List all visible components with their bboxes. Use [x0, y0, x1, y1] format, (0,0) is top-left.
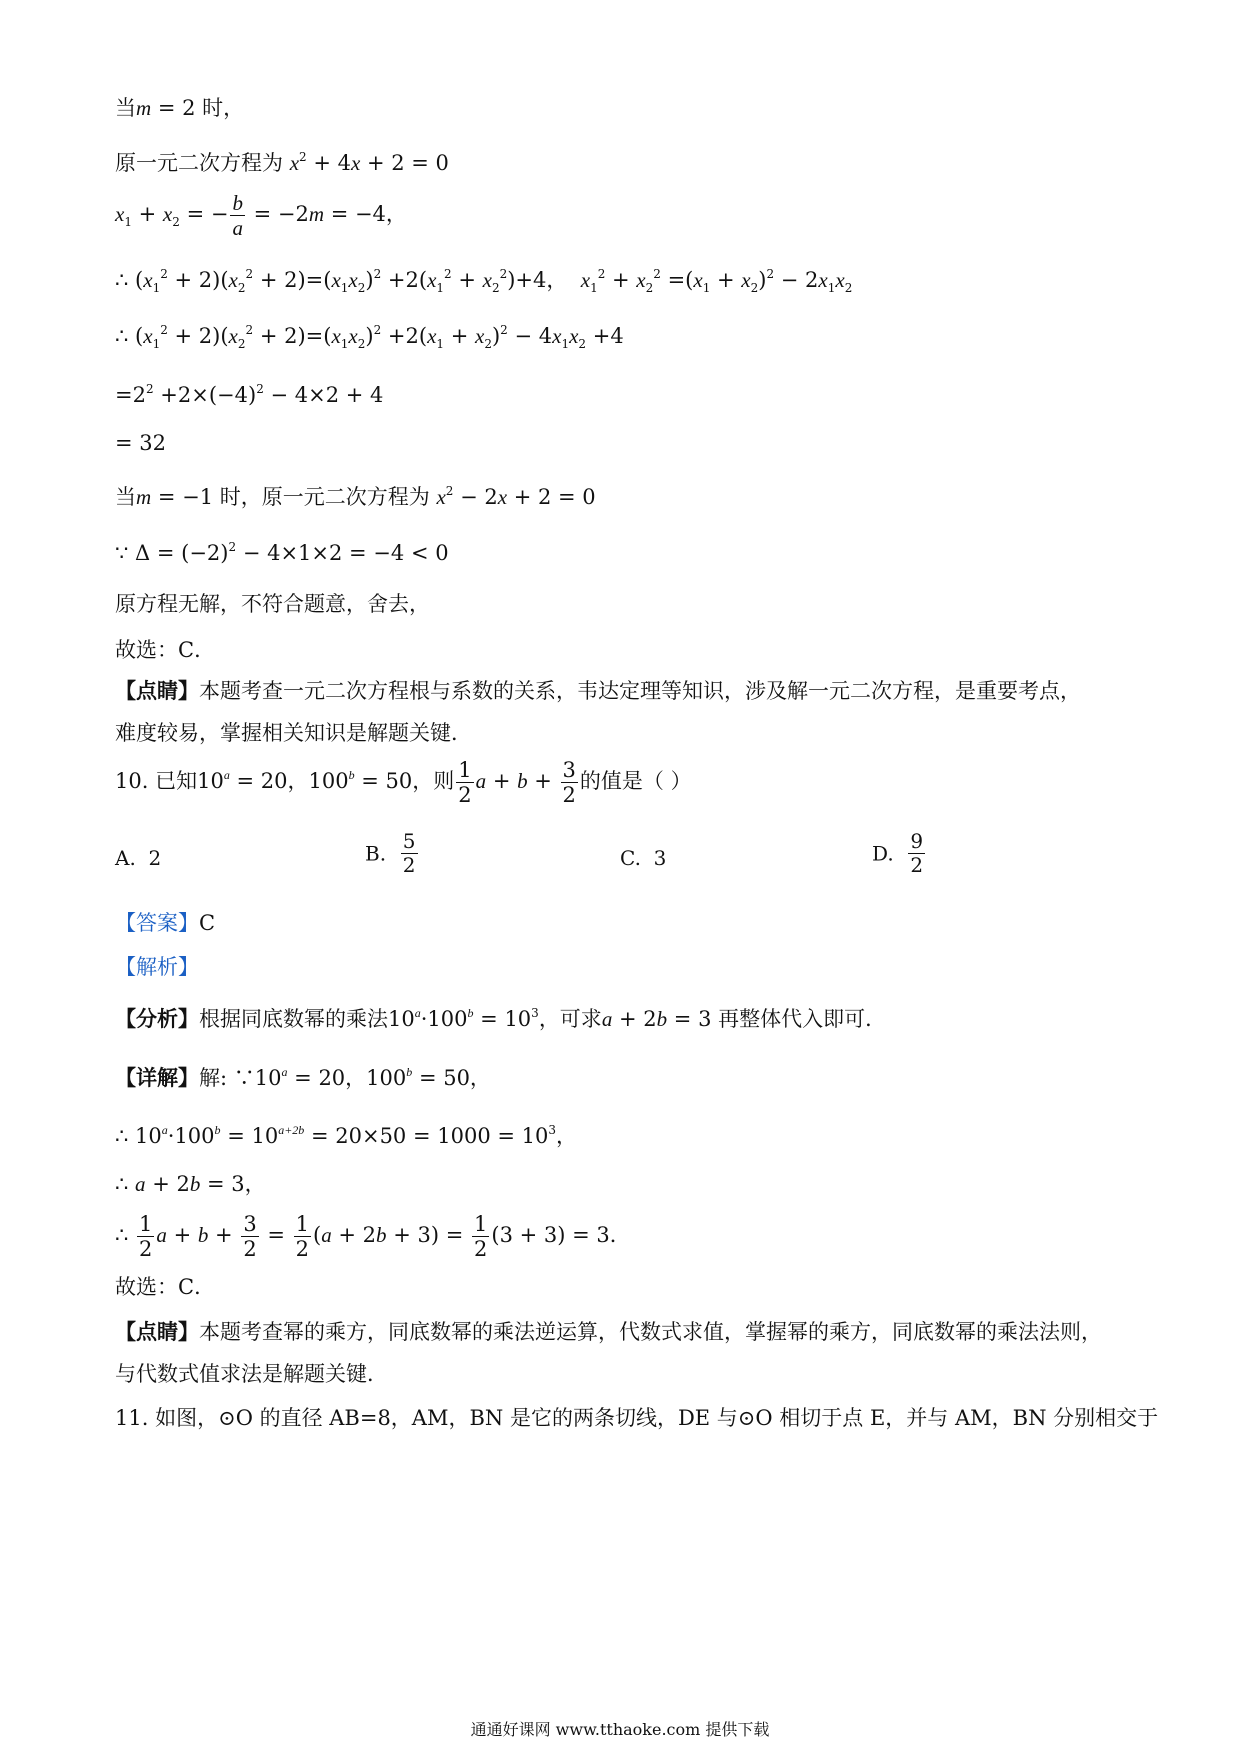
line-vieta-sum: $x_1 + x_2$ = − $\frac{b}{a}$ = −2m = −4， — [115, 191, 407, 241]
line-fenxi: 【分析】根据同底数幂的乘法$10^a\cdot 100^b = 10^3$，可求a + 2b = 3 再整体代入即可． — [115, 1006, 887, 1031]
question-10: 10. 已知$10^a = 20$，$100^b = 50$，则 $\frac{1}{2}$ a + b + $\frac{3}{2}$ 的值是（ ） — [115, 758, 692, 808]
option-a[interactable]: A. 2 — [115, 846, 162, 870]
line-expansion-1: ∴ $(x_1^2 + 2)(x_2^2 + 2)=(x_1x_2)^2 +2(x_1^2 + x_2^2)+4$， $x_1^2 + x_2^2 =(x_1 + x_2)^2 - 2x_1x_2$ — [115, 267, 853, 295]
line-step-2: ∴ a + 2b = 3， — [115, 1172, 266, 1196]
line-dianjing2-1: 【点睛】本题考查幂的乘方，同底数幂的乘法逆运算，代数式求值，掌握幂的乘方，同底数幂的乘法法则， — [115, 1319, 1102, 1344]
dianjing-tag: 【点睛】 — [115, 678, 199, 703]
option-b[interactable]: B. $\frac{5}{2}$ — [365, 829, 416, 877]
option-d[interactable]: D. $\frac{9}{2}$ — [872, 829, 924, 877]
line-result-32: = 32 — [115, 431, 166, 455]
line-dianjing-1 — [115, 680, 1081, 702]
line-choice-c: 故选：C． — [115, 638, 216, 662]
line-when-m-neg1: 当m = −1 时，原一元二次方程为 $x^2 - 2x + 2 = 0$ — [115, 484, 596, 509]
line-dianjing2-2: 与代数式值求法是解题关键． — [115, 1362, 388, 1386]
line-dianjing-2: 难度较易，掌握相关知识是解题关键． — [115, 721, 472, 745]
dianjing-text: 本题考查一元二次方程根与系数的关系，韦达定理等知识，涉及解一元二次方程，是重要考点， — [199, 679, 1081, 703]
line-step-4: 故选：C． — [115, 1275, 216, 1299]
answer-value: C — [199, 911, 216, 935]
line-when-m-2: 当m = 2 时， — [115, 96, 245, 120]
line-expansion-2: ∴ $(x_1^2 + 2)(x_2^2 + 2)=(x_1x_2)^2 +2(x_1 + x_2)^2 - 4x_1x_2 +4$ — [115, 323, 624, 351]
answer-line — [115, 913, 215, 934]
line-discriminant: ∵ $\Delta = (-2)^2 - 4\times 1\times 2 = -4 < 0$ — [115, 540, 449, 565]
page-footer: 通通好课网 www.tthaoke.com 提供下载 — [470, 1720, 770, 1739]
line-no-solution: 原方程无解，不符合题意，舍去， — [115, 592, 430, 616]
line-xiangjie: 【详解】解: $\because 10^a = 20$，$100^b = 50$， — [115, 1065, 491, 1090]
line-equation-m2: 原一元二次方程为 $x^2 + 4x + 2 = 0$ — [115, 150, 449, 175]
answer-tag: 【答案】 — [115, 911, 199, 935]
line-substitution: $=2^2 +2\times(-4)^2 - 4\times 2 + 4$ — [115, 382, 384, 407]
analysis-tag: 【解析】 — [115, 955, 199, 979]
line-step-1: ∴ $10^a\cdot 100^b = 10^{a+2b} = 20\times 50 = 1000 = 10^3$， — [115, 1123, 577, 1148]
option-c[interactable]: C. 3 — [620, 846, 667, 870]
line-step-3: ∴ $\frac{1}{2}$ a + b + $\frac{3}{2}$ = $\frac{1}{2}$ (a + 2b + 3) = $\frac{1}{2}$ (3 + 3) = 3． — [115, 1212, 631, 1262]
question-11: 11. 如图，⊙O 的直径 AB=8，AM，BN 是它的两条切线，DE 与⊙O 相切于点 E，并与 AM，BN 分别相交于 — [115, 1406, 1159, 1430]
